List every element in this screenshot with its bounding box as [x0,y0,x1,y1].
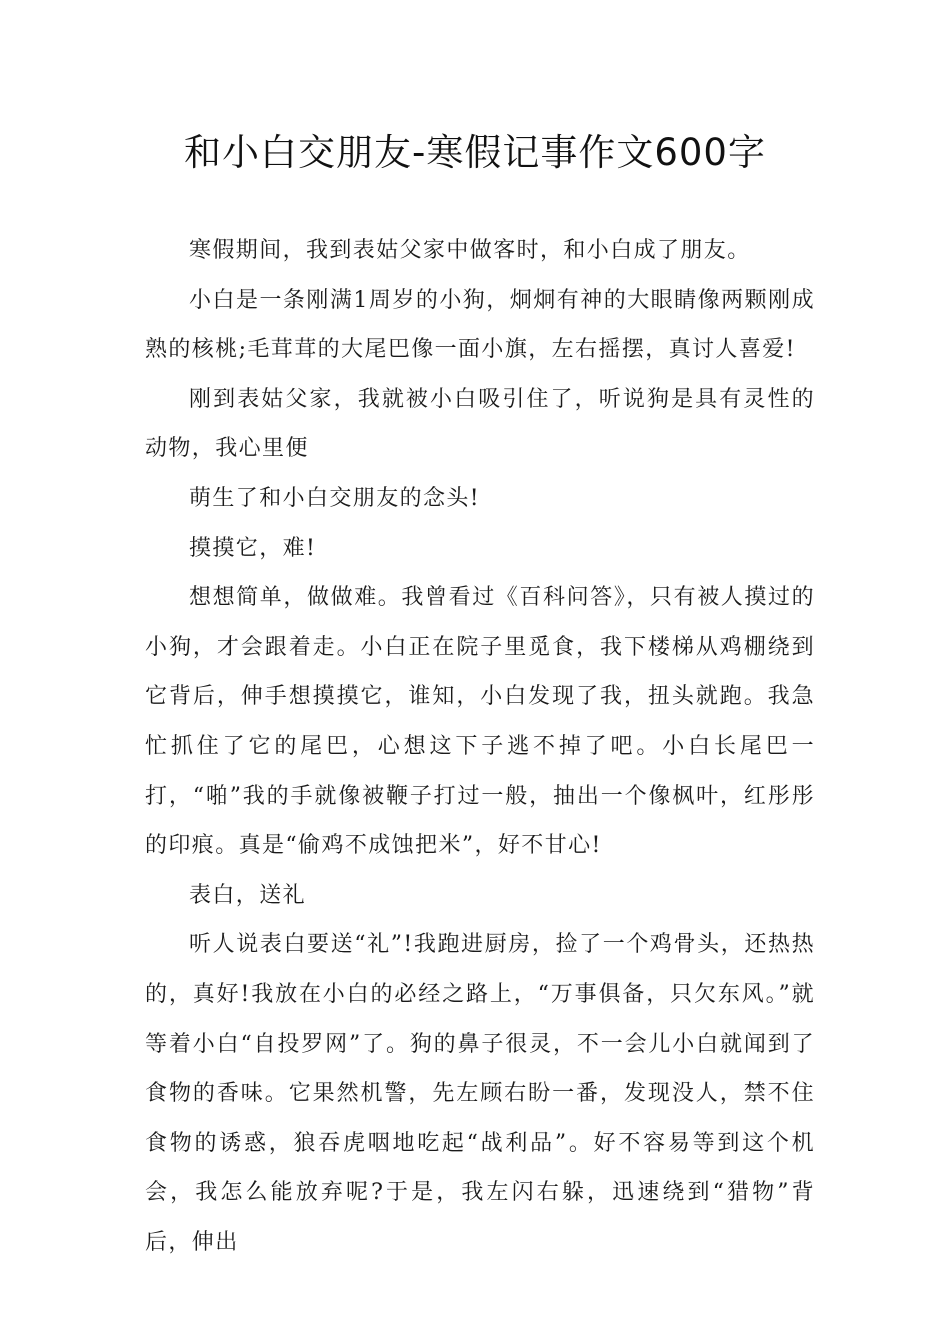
document-title: 和小白交朋友-寒假记事作文600字 [184,131,766,174]
paragraph: 想想简单，做做难。我曾看过《百科问答》，只有被人摸过的小狗，才会跟着走。小白正在院子里觅食，我下楼梯从鸡棚绕到它背后，伸手想摸摸它，谁知，小白发现了我，扭头就跑。我急忙抓住了它的尾巴，心想这下子逃不掉了吧。小白长尾巴一打，“啪”我的手就像被鞭子打过一般，抽出一个像枫叶，红彤彤的印痕。真是“偷鸡不成蚀把米”，好不甘心! [145,585,815,859]
paragraph: 萌生了和小白交朋友的念头! [189,485,481,511]
paragraph: 寒假期间，我到表姑父家中做客时，和小白成了朋友。 [189,238,751,263]
paragraph: 表白，送礼 [189,882,307,908]
document-body [145,226,815,1267]
paragraph: 摸摸它，难! [189,535,317,561]
paragraph: 刚到表姑父家，我就被小白吸引住了，听说狗是具有灵性的动物，我心里便 [145,386,815,462]
paragraph: 听人说表白要送“礼”!我跑进厨房，捡了一个鸡骨头，还热热的，真好!我放在小白的必经之路上，“万事俱备，只欠东风。”就等着小白“自投罗网”了。狗的鼻子很灵，不一会儿小白就闻到了食物的香味。它果然机警，先左顾右盼一番，发现没人，禁不住食物的诱惑，狼吞虎咽地吃起“战利品”。好不容易等到这个机会，我怎么能放弃呢?于是，我左闪右躲，迅速绕到“猎物”背后，伸出 [145,932,815,1255]
paragraph: 小白是一条刚满1周岁的小狗，炯炯有神的大眼睛像两颗刚成熟的核桃;毛茸茸的大尾巴像一面小旗，左右摇摆，真讨人喜爱! [145,287,815,363]
